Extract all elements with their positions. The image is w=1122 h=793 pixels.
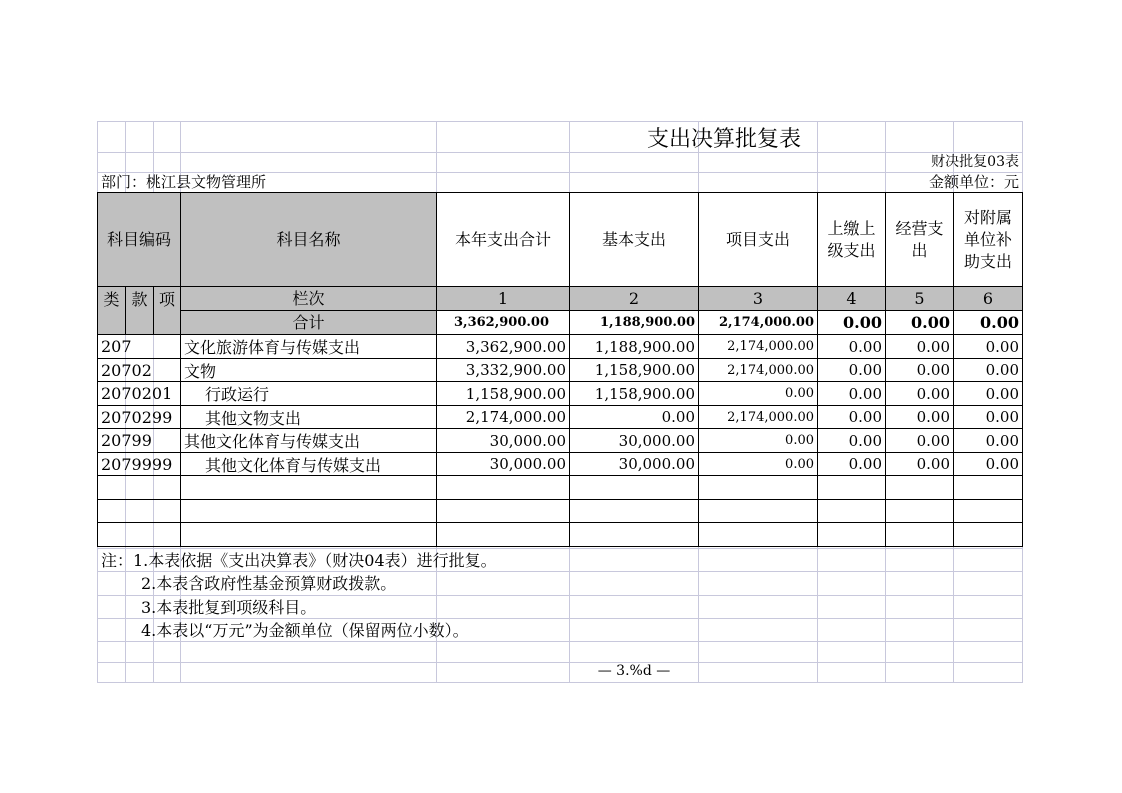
sum-total: 3,362,900.00 [436, 310, 570, 335]
row-value: 2,174,000.00 [436, 405, 570, 429]
header-total: 本年支出合计 [436, 192, 570, 287]
row-value [698, 522, 818, 547]
col-num-5: 5 [885, 286, 954, 311]
row-value [817, 475, 886, 500]
header-subsidiary: 对附属单位补助支出 [953, 192, 1023, 287]
unit-label: 金额单位：元 [928, 172, 1019, 191]
sum-basic: 1,188,900.00 [569, 310, 699, 335]
header-basic: 基本支出 [569, 192, 699, 287]
header-name: 科目名称 [180, 192, 437, 287]
row-value: 0.00 [885, 428, 954, 453]
row-value: 1,158,900.00 [569, 381, 699, 406]
row-value: 0.00 [953, 405, 1023, 429]
row-name: 其他文化体育与传媒支出 [180, 428, 437, 453]
header-kuan: 款 [125, 286, 154, 335]
row-name: 文物 [180, 358, 437, 382]
row-value [436, 522, 570, 547]
row-name: 其他文化体育与传媒支出 [180, 452, 437, 476]
row-code [97, 499, 181, 523]
header-code: 科目编码 [97, 192, 181, 287]
note-3: 3.本表批复到项级科目。 [141, 597, 317, 617]
header-project: 项目支出 [698, 192, 818, 287]
row-value: 30,000.00 [436, 452, 570, 476]
row-value: 0.00 [885, 452, 954, 476]
row-value: 3,362,900.00 [436, 334, 570, 359]
row-code: 207 [97, 334, 181, 359]
row-value: 0.00 [698, 452, 818, 476]
row-name: 行政运行 [180, 381, 437, 406]
row-value: 0.00 [953, 381, 1023, 406]
row-value [817, 499, 886, 523]
row-value: 0.00 [698, 381, 818, 406]
row-name [180, 499, 437, 523]
row-code: 20702 [97, 358, 181, 382]
row-code: 2070299 [97, 405, 181, 429]
note-4: 4.本表以“万元”为金额单位（保留两位小数）。 [141, 620, 469, 640]
row-value: 2,174,000.00 [698, 405, 818, 429]
row-value: 2,174,000.00 [698, 334, 818, 359]
header-upper: 上缴上级支出 [817, 192, 886, 287]
row-value [953, 522, 1023, 547]
note-2: 2.本表含政府性基金预算财政拨款。 [141, 573, 397, 593]
col-num-6: 6 [953, 286, 1023, 311]
row-value [436, 475, 570, 500]
grid-line-h [97, 641, 1023, 642]
row-name [180, 522, 437, 547]
row-value [569, 522, 699, 547]
row-value [698, 499, 818, 523]
row-value: 0.00 [885, 405, 954, 429]
row-code: 20799 [97, 428, 181, 453]
sum-label: 合计 [180, 310, 437, 335]
row-value: 3,332,900.00 [436, 358, 570, 382]
row-value: 0.00 [953, 428, 1023, 453]
note-1: 注：1.本表依据《支出决算表》（财决04表）进行批复。 [101, 550, 497, 570]
form-code: 财决批复03表 [931, 154, 1019, 170]
row-value [698, 475, 818, 500]
col-num-4: 4 [817, 286, 886, 311]
row-value: 0.00 [817, 381, 886, 406]
row-name: 文化旅游体育与传媒支出 [180, 334, 437, 359]
row-value: 0.00 [817, 358, 886, 382]
department-label: 部门：桃江县文物管理所 [101, 172, 267, 191]
row-value: 0.00 [953, 358, 1023, 382]
row-value: 0.00 [817, 428, 886, 453]
page-title: 支出决算批复表 [646, 126, 801, 152]
row-code [97, 475, 181, 500]
row-value: 0.00 [817, 405, 886, 429]
row-value: 30,000.00 [569, 428, 699, 453]
col-num-1: 1 [436, 286, 570, 311]
row-value [817, 522, 886, 547]
col-num-2: 2 [569, 286, 699, 311]
row-value: 1,188,900.00 [569, 334, 699, 359]
row-value: 1,158,900.00 [569, 358, 699, 382]
row-name: 其他文物支出 [180, 405, 437, 429]
row-value [436, 499, 570, 523]
row-value: 0.00 [817, 334, 886, 359]
row-value: 0.00 [885, 358, 954, 382]
row-value: 0.00 [569, 405, 699, 429]
sum-subsidiary: 0.00 [953, 310, 1023, 335]
spreadsheet [97, 121, 1023, 683]
grid-line-h [97, 662, 1023, 663]
row-code: 2070201 [97, 381, 181, 406]
row-value: 0.00 [817, 452, 886, 476]
header-business: 经营支出 [885, 192, 954, 287]
row-value: 30,000.00 [569, 452, 699, 476]
row-name [180, 475, 437, 500]
row-value: 0.00 [953, 452, 1023, 476]
row-value [885, 499, 954, 523]
row-value [569, 475, 699, 500]
row-value [885, 475, 954, 500]
row-code: 2079999 [97, 452, 181, 476]
sum-upper: 0.00 [817, 310, 886, 335]
header-lei: 类 [97, 286, 126, 335]
row-value: 0.00 [698, 428, 818, 453]
sum-project: 2,174,000.00 [698, 310, 818, 335]
grid-line-h [97, 682, 1023, 683]
row-value [569, 499, 699, 523]
row-value: 0.00 [885, 334, 954, 359]
row-value [885, 522, 954, 547]
row-code [97, 522, 181, 547]
header-column-no: 栏次 [180, 286, 437, 311]
row-value: 0.00 [953, 334, 1023, 359]
header-xiang: 项 [153, 286, 181, 335]
row-value: 1,158,900.00 [436, 381, 570, 406]
row-value [953, 499, 1023, 523]
sum-business: 0.00 [885, 310, 954, 335]
row-value: 0.00 [885, 381, 954, 406]
col-num-3: 3 [698, 286, 818, 311]
row-value: 30,000.00 [436, 428, 570, 453]
row-value: 2,174,000.00 [698, 358, 818, 382]
page-footer: — 3.%d — [597, 663, 671, 679]
row-value [953, 475, 1023, 500]
